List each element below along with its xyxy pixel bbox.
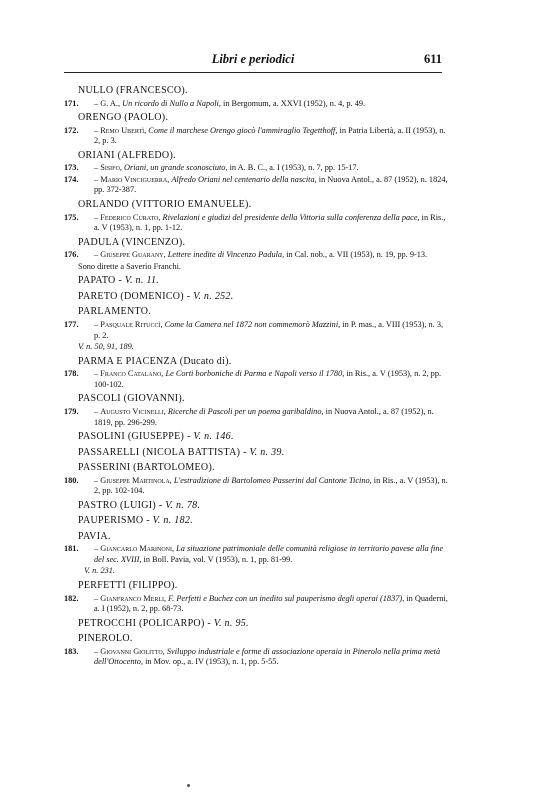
cross-reference: - V. n. 39. <box>243 446 285 458</box>
entry-number: 182. <box>64 593 79 603</box>
subject-heading-text: PASOLINI (GIUSEPPE) <box>78 431 185 443</box>
entry-source: in Patria Libertà, a. II (1953), n. 2, p. 3. <box>94 125 446 146</box>
entry-source: in Ris., a. V (1953), n. 2, pp. 102-104. <box>94 475 448 496</box>
entry-number: 175. <box>64 212 79 222</box>
entry-title: Come il marchese Orengo giocò l'ammiraglio Tegetthoff, <box>148 125 338 135</box>
entry-number: 172. <box>64 125 79 135</box>
entry-title: F. Perfetti e Buchez con un inedito sul pauperismo degli operai (1837), <box>168 593 405 603</box>
entry-author: Franco Catalano, <box>100 369 164 379</box>
entry-author: Mario Vinciguerra, <box>100 174 170 184</box>
subject-heading <box>64 291 450 304</box>
see-also-note: V. n. 50, 91, 189. <box>78 342 134 352</box>
entry-source: in Quaderni, a. I (1952), n. 2, pp. 68-73. <box>94 593 448 614</box>
subject-heading-text: PASSERINI (BARTOLOMEO). <box>78 462 215 474</box>
subject-heading <box>64 306 450 319</box>
entry-author: Giancarlo Marinoni, <box>100 544 175 554</box>
cross-reference: - V. n. 78. <box>158 499 201 511</box>
entry-source: in Ris., a. V (1953), n. 1, pp. 1-12. <box>94 212 446 233</box>
subject-heading-text: PASCOLI (GIOVANNI). <box>78 393 185 405</box>
subject-heading-text: PINEROLO. <box>78 633 133 645</box>
subject-heading <box>64 618 450 631</box>
running-header <box>64 52 442 70</box>
subject-heading <box>64 393 450 406</box>
subject-heading <box>64 633 450 646</box>
entry-author: Gianfranco Merli, <box>100 593 167 603</box>
running-title: Libri e periodici <box>211 52 295 66</box>
entry-title: Un ricordo di Nullo a Napoli, <box>122 98 221 108</box>
page-number: 611 <box>423 52 442 66</box>
cross-reference: - V. n. 11. <box>118 275 160 287</box>
entry-title: L'estradizione di Bartolomeo Passerini dal Cantone Ticino, <box>173 475 372 485</box>
entry-number: 174. <box>64 174 79 184</box>
entry-number: 171. <box>64 98 79 108</box>
subject-heading-text: PARETO (DOMENICO) <box>78 290 184 302</box>
bibliography-entry: 175. – Federico Curato, Rivelazioni e giudizi del presidente della Vittoria sulla conferenza della pace, in Ris., a. V (1953), n. 1, pp. 1-12. <box>64 212 446 233</box>
entry-title: Alfredo Oriani nel centenario della nascita, <box>171 174 317 184</box>
entry-source: in Bergomum, a. XXVI (1952), n. 4, p. 49. <box>223 98 366 108</box>
entry-source: in Ris., a. V (1953), n. 2, pp. 100-102. <box>94 369 442 389</box>
entry-number: 178. <box>64 369 79 379</box>
subject-heading <box>64 431 450 444</box>
bibliography-entry: 171. – G. A., Un ricordo di Nullo a Napoli, in Bergomum, a. XXVI (1952), n. 4, p. 49. <box>64 98 366 108</box>
subject-heading <box>64 275 450 288</box>
entry-source: in A. B. C., a. I (1953), n. 7, pp. 15-17. <box>229 163 359 173</box>
entry-number: 181. <box>64 544 79 554</box>
entry-author: Giuseppe Martinola, <box>100 475 172 485</box>
entry-source: in Mov. op., a. IV (1953), n. 1, pp. 5-55. <box>145 657 279 667</box>
bibliography-entry: 176. – Giuseppe Guarany, Lettere inedite di Vincenzo Padula, in Cal. nob., a. VII (1953), n. 19, pp. 9-13. <box>64 250 428 260</box>
entry-title: Ricerche di Pascoli per un poema garibaldino, <box>167 406 324 416</box>
subject-heading-text: PADULA (VINCENZO). <box>78 236 186 248</box>
subject-heading <box>64 447 450 460</box>
entry-source: in Nuova Antol., a. 87 (1952), n. 1824, pp. 372-387. <box>94 174 448 195</box>
bibliography-entry: 183. – Giovanni Giolitto, Sviluppo industriale e forme di associazione operaia in Pinerolo nella prima metà dell'Ottocento, in Mov. op., a. IV (1953), n. 1, pp. 5-55. <box>64 646 441 667</box>
entry-source: in Cal. nob., a. VII (1953), n. 19, pp. 9-13. <box>286 250 428 260</box>
entry-source: in Nuova Antol., a. 87 (1952), n. 1819, pp. 296-299. <box>94 406 434 427</box>
entry-title: Le Corti borboniche di Parma e Napoli verso il 1780, <box>165 369 345 379</box>
entry-number: 176. <box>64 250 79 260</box>
header-rule <box>64 72 442 73</box>
entry-author: Federico Curato, <box>100 212 161 222</box>
bibliography-entry: 173. – Sisifo, Oriani, un grande sconosciuto, in A. B. C., a. I (1953), n. 7, pp. 15-17. <box>64 163 359 173</box>
subject-heading <box>64 580 450 593</box>
subject-heading-text: PAPATO <box>78 275 116 287</box>
print-speck <box>187 784 190 787</box>
subject-heading-text: ORLANDO (VITTORIO EMANUELE). <box>78 199 252 211</box>
entry-author: Giuseppe Guarany, <box>100 250 166 260</box>
entry-number: 173. <box>64 163 79 173</box>
entry-source: in Boll. Pavia, vol. V (1953), n. 1, pp. 81-99. <box>143 554 293 564</box>
bibliography-entry: 172. – Remo Ubertì, Come il marchese Orengo giocò l'ammiraglio Tegetthoff, in Patria Libertà, a. II (1953), n. 2, p. 3. <box>64 125 446 146</box>
entry-source: in P. mas., a. VIII (1953), n. 3, p. 2. <box>94 319 444 340</box>
entry-author: Pasquale Rituccì, <box>100 319 163 329</box>
bibliography-entry: 180. – Giuseppe Martinola, L'estradizione di Bartolomeo Passerini dal Cantone Ticino, in Ris., a. V (1953), n. 2, pp. 102-104. <box>64 475 448 496</box>
subject-heading <box>64 112 450 125</box>
bibliography-entry: 181. – Giancarlo Marinoni, La situazione patrimoniale delle comunità religiose in territorio pavese alla fine del sec. XVIII, in Boll. Pavia, vol. V (1953), n. 1, pp. 81-99. <box>64 544 444 564</box>
entry-number: 180. <box>64 475 79 485</box>
bibliography-entry: 179. – Augusto Vicinelli, Ricerche di Pascoli per un poema garibaldino, in Nuova Antol., a. 87 (1952), n. 1819, pp. 296-299. <box>64 406 434 427</box>
subject-heading <box>64 462 450 475</box>
subject-heading-text: ORIANI (ALFREDO). <box>78 149 176 161</box>
entry-title: Sviluppo industriale e forme di associazione operaia in Pinerolo nella prima metà dell'Ottocento, <box>94 646 441 667</box>
subject-heading-text: ORENGO (PAOLO). <box>78 112 169 124</box>
subject-heading <box>64 150 450 163</box>
subject-heading-text: PARMA E PIACENZA (Ducato di). <box>78 355 232 367</box>
subject-heading-text: NULLO (FRANCESCO). <box>78 85 188 96</box>
entry-author: Remo Ubertì, <box>100 125 147 135</box>
entry-author: Giovanni Giolitto, <box>100 646 165 656</box>
subject-heading <box>64 531 450 544</box>
entry-number: 177. <box>64 319 79 329</box>
entry-author: Augusto Vicinelli, <box>100 406 166 416</box>
entry-title: Rivelazioni e giudizi del presidente della Vittoria sulla conferenza della pace, <box>162 212 420 222</box>
bibliography-entry: 182. – Gianfranco Merli, F. Perfetti e Buchez con un inedito sul pauperismo degli operai (1837), in Quaderni, a. I (1952), n. 2, pp. 68-73. <box>64 593 448 614</box>
subject-heading-text: PASSARELLI (NICOLA BATTISTA) <box>78 446 241 458</box>
subject-heading <box>64 356 450 369</box>
bibliography-list <box>64 82 450 668</box>
subject-heading <box>64 500 450 513</box>
entry-number: 179. <box>64 406 79 416</box>
bibliography-entry: 174. – Mario Vinciguerra, Alfredo Oriani nel centenario della nascita, in Nuova Antol., a. 87 (1952), n. 1824, pp. 372-387. <box>64 174 448 195</box>
see-also-note: V. n. 231. <box>84 566 115 576</box>
subject-heading <box>64 199 450 212</box>
subject-heading-text: PAUPERISMO <box>78 515 144 527</box>
entry-title: La situazione patrimoniale delle comunità religiose in territorio pavese alla fine del sec. XVIII, <box>94 544 444 564</box>
bibliography-entry: 178. – Franco Catalano, Le Corti borboniche di Parma e Napoli verso il 1780, in Ris., a. V (1953), n. 2, pp. 100-102. <box>64 369 442 389</box>
subject-heading-text: PETROCCHI (POLICARPO) <box>78 617 205 629</box>
subject-heading <box>64 85 450 98</box>
subject-heading <box>64 515 450 528</box>
subject-heading <box>64 237 450 250</box>
bibliography-entry: 177. – Pasquale Rituccì, Come la Camera nel 1872 non commemorò Mazzini, in P. mas., a. VIII (1953), n. 3, p. 2. <box>64 319 444 340</box>
subject-heading-text: PAVIA. <box>78 530 111 542</box>
entry-author: G. A., <box>100 98 121 108</box>
entry-title: Oriani, un grande sconosciuto, <box>124 163 228 173</box>
entry-author: Sisifo, <box>100 163 122 173</box>
cross-reference: - V. n. 252. <box>186 290 234 302</box>
cross-reference: - V. n. 146. <box>187 431 234 443</box>
cross-reference: - V. n. 95. <box>207 617 249 629</box>
entry-number: 183. <box>64 646 79 656</box>
cross-reference: - V. n. 182. <box>146 515 193 527</box>
subject-heading-text: PARLAMENTO. <box>78 306 152 318</box>
subject-heading-text: PERFETTI (FILIPPO). <box>78 580 178 592</box>
entry-title: Come la Camera nel 1872 non commemorò Mazzini, <box>164 319 341 329</box>
entry-title: Lettere inedite di Vincenzo Padula, <box>167 250 285 260</box>
entry-note: Sono dirette a Saverio Franchi. <box>78 261 181 271</box>
subject-heading-text: PASTRO (LUIGI) <box>78 499 156 511</box>
